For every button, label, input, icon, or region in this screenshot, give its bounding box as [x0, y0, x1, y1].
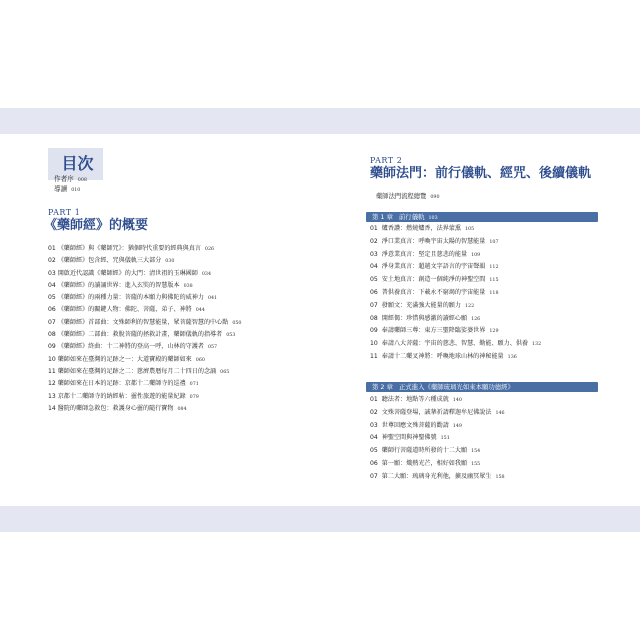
front-item-label: 作者序: [54, 175, 74, 183]
top-band: [0, 108, 640, 134]
list-item: 10 奉請八大菩薩：宇宙的慈悲、智慧、勤能、願力、供養 132: [370, 340, 542, 348]
list-item: 13 京都十二藥師寺的納經帖：靈性旅遊的能量紀錄 079: [48, 392, 199, 400]
list-item: 11 藥師如來在臺灣的足跡之二：慈濟農曆每月二十四日的念誦 065: [48, 367, 230, 375]
list-item: 08 開經偈：珍惜與感激的讀經心願 126: [370, 314, 481, 322]
front-item-page: 008: [77, 178, 87, 183]
list-item: 06 第一願：熾熱光芒，相好如我願 155: [370, 459, 481, 467]
chapter2-bar: [366, 382, 598, 392]
toc-title: 目次: [61, 154, 94, 173]
part1-title: 《藥師經》的概要: [44, 218, 149, 233]
bottom-band: [0, 506, 640, 532]
chapter2-list: [370, 394, 505, 484]
list-item: 03 世尊回應文殊菩薩的勸請 149: [370, 421, 462, 429]
list-item: 02 《藥師經》包含經、咒與儀軌三大部分 030: [48, 257, 175, 265]
chapter1-num: 第 1 章: [372, 213, 393, 221]
list-item: 14 醫院的藥師急救包：救護身心靈的隨行寶物 084: [48, 404, 187, 412]
list-item: 01 《藥師經》與《藥師咒》：猶個時代重要的經典與真言 026: [48, 245, 215, 252]
book-spread: [0, 134, 640, 506]
chapter2-num: 第 2 章: [372, 383, 393, 391]
chapter1-page: 103: [428, 216, 438, 221]
list-item: 06 普供養真言：下載永不窮竭的宇宙能量 118: [370, 288, 499, 296]
list-item: 02 文殊菩薩登場，誠摯祈請釋迦牟尼佛說法 146: [370, 408, 505, 416]
part2-label: PART 2: [370, 156, 403, 165]
list-item: 12 藥師如來在日本的足跡：京都十二藥師寺的巡禮 071: [48, 380, 199, 388]
list-item: 06 《藥師經》的關鍵人物：佛陀、菩薩、弟子、神將 044: [48, 306, 205, 314]
list-item: 11 奉請十二藥叉神將：呼喚地球山林的神秘能量 136: [370, 352, 517, 360]
list-item: 04 神聖空間與神聖佛號 151: [370, 434, 450, 442]
list-item: 05 《藥師經》的兩種力量：菩薩的本願力與佛陀的威神力 041: [48, 294, 218, 302]
part2-overview: 藥師法門流程總覽 090: [376, 193, 440, 200]
front-item-label: 導讀: [54, 185, 68, 193]
chapter1-bar: [366, 212, 598, 222]
list-item: 02 淨口業真言：呼喚宇宙太陽的智慧能量 107: [370, 237, 499, 245]
list-item: 03 開啟近代認識《藥師經》的大門：清世祖的玉琳國師 034: [48, 269, 212, 277]
list-item: 07 《藥師經》首部曲：文殊師利的智慧能量，眾菩薩智慧的中心點 050: [48, 318, 242, 326]
list-item: 10 藥師如來在臺灣的足跡之一：大道寶殿的藥師如來 060: [48, 355, 205, 363]
list-item: 05 藥師行菩薩道時所發的十二大願 154: [370, 447, 481, 455]
front-item-intro: [54, 184, 80, 196]
list-item: 08 《藥師經》二部曲：救脫菩薩的拯救計畫，藥師儀軌的指導者 053: [48, 331, 236, 339]
chapter1-list: [370, 223, 541, 364]
list-item: 07 第二大願：琉璃身光利他，擴及幽冥眾生 158: [370, 472, 505, 480]
list-item: 04 《藥師經》的讀誦世界：進入玄奘的智慧版本 038: [48, 281, 193, 289]
list-item: 03 淨意業真言：堅定且慈悲的能量 109: [370, 250, 481, 258]
list-item: 01 爐香讚：燃燒爐香，法界蒙熏 105: [370, 225, 475, 232]
front-item-page: 010: [71, 188, 81, 193]
part1-list: [48, 243, 241, 415]
part2-title: 藥師法門：前行儀軌、經咒、後續儀軌: [370, 166, 592, 181]
chapter1-title: 前行儀軌: [398, 213, 425, 221]
list-item: 09 《藥師經》終曲：十二神將的登高一呼，山林的守護者 057: [48, 343, 218, 351]
list-item: 05 安土地真言：創造一個純淨的神聖空間 115: [370, 276, 499, 284]
chapter2-title: 正式進入《藥師琉璃光如來本願功德經》: [398, 383, 514, 391]
list-item: 01 聽法者：地點等六種成就 140: [370, 396, 462, 403]
list-item: 07 發願文：充滿強大能量的願力 122: [370, 301, 475, 309]
part1-label: PART 1: [48, 208, 81, 217]
list-item: 04 淨身業真言：超越文字語言的宇宙聲韻 112: [370, 263, 499, 271]
list-item: 09 奉請藥師三尊：東方三聖降臨娑婆世界 129: [370, 327, 499, 335]
